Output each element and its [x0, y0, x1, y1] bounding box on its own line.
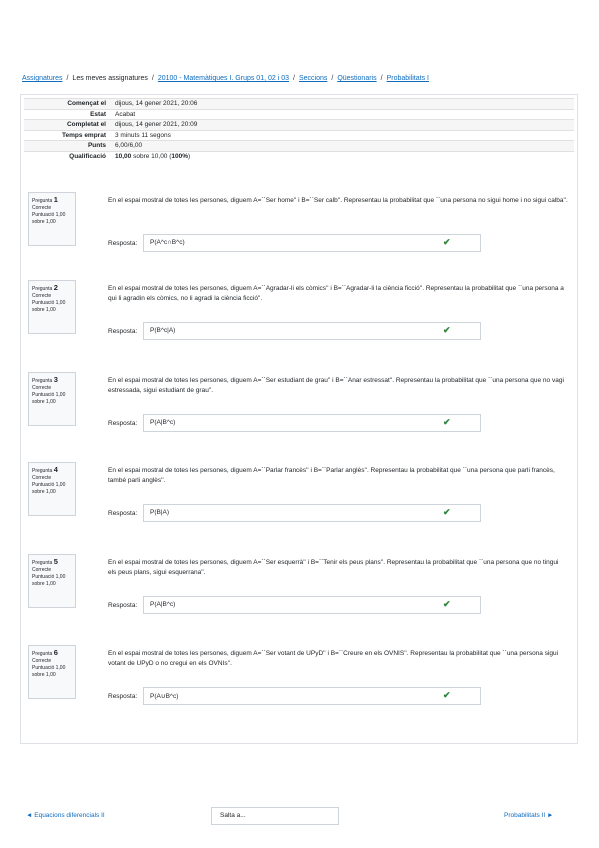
question-text: En el espai mostral de totes les persones, diguem A=``Ser esquerrà'' i B=``Tenir els peus plans''. Representau la probabilitat que ``una persona que no tingui els peus plans, sigui esquerrana''. — [108, 559, 559, 576]
summary-value: dijous, 14 gener 2021, 20:06 — [111, 99, 574, 110]
check-icon: ✔ — [443, 417, 451, 427]
question-info — [28, 645, 76, 699]
question-info — [28, 554, 76, 608]
question-score-line2: sobre 1,00 — [32, 399, 56, 405]
question-prefix: Pregunta — [32, 468, 53, 474]
summary-row — [24, 130, 574, 141]
question-status: Correcte — [32, 567, 52, 573]
grade-percent: 100% — [171, 153, 189, 160]
question-number: 2 — [53, 283, 58, 292]
question-text: En el espai mostral de totes les persones, diguem A=``Ser home'' i B=``Ser calb''. Representau la probabilitat que ``una persona no sigui home i no sigui calba''. — [108, 197, 568, 204]
check-icon: ✔ — [443, 325, 451, 335]
question-score-line2: sobre 1,00 — [32, 672, 56, 678]
check-icon: ✔ — [443, 237, 451, 247]
summary-label: Qualificació — [24, 151, 111, 162]
question-prefix: Pregunta — [32, 560, 53, 566]
summary-row — [24, 141, 574, 152]
breadcrumb-assignatures[interactable]: Assignatures — [22, 75, 63, 82]
question-info — [28, 192, 76, 246]
answer-field[interactable]: P(A∪B^c) — [143, 687, 481, 705]
question-score-line1: Puntuació 1,00 — [32, 665, 66, 671]
question-status: Correcte — [32, 658, 52, 664]
summary-label: Començat el — [24, 99, 111, 110]
question-number: 1 — [53, 195, 58, 204]
summary-label: Temps emprat — [24, 130, 111, 141]
question-text: En el espai mostral de totes les persones, diguem A=``Ser estudiant de grau'' i B=``Anar estressat''. Representau la probabilitat que ``una persona que no vagi estressada, sigui estudiant de grau''. — [108, 377, 564, 394]
breadcrumb-meves-assignatures: Les meves assignatures — [72, 75, 148, 82]
summary-row — [24, 109, 574, 120]
question-score-line2: sobre 1,00 — [32, 581, 56, 587]
response-label: Resposta: — [108, 420, 138, 427]
question-number: 3 — [53, 375, 58, 384]
breadcrumb-seccions[interactable]: Seccions — [298, 75, 328, 82]
question-score-line1: Puntuació 1,00 — [32, 574, 66, 580]
question-score-line1: Puntuació 1,00 — [32, 392, 66, 398]
question-prefix: Pregunta — [32, 378, 53, 384]
check-icon: ✔ — [443, 690, 451, 700]
question-status: Correcte — [32, 293, 52, 299]
answer-field[interactable]: P(A^c∩B^c) — [143, 234, 481, 252]
question-score-line1: Puntuació 1,00 — [32, 300, 66, 306]
question-number: 4 — [53, 465, 58, 474]
question-status: Correcte — [32, 475, 52, 481]
question-status: Correcte — [32, 385, 52, 391]
question-info — [28, 372, 76, 426]
summary-value: Acabat — [111, 109, 574, 120]
question-text: En el espai mostral de totes les persones, diguem A=``Agradar-li els còmics'' i B=``Agradar-li la ciència ficció''. Representau la probabilitat que ``una persona a qui li agradin els còmics, no li agradi la ciència ficció''. — [108, 285, 564, 302]
breadcrumb: Assignatures / Les meves assignatures / 20100 - Matemàtiques I. Grups 01, 02 i 03 / Seccions / Qüestionaris / Probabilitats I — [22, 75, 429, 82]
summary-label: Completat el — [24, 120, 111, 131]
question-number: 5 — [53, 557, 58, 566]
summary-label: Punts — [24, 141, 111, 152]
question-text: En el espai mostral de totes les persones, diguem A=``Parlar francès'' i B=``Parlar anglès''. Representau la probabilitat que ``una persona que parli francès, també parli anglès''. — [108, 467, 555, 484]
previous-activity-link[interactable]: ◄ Equacions diferencials II — [26, 812, 105, 819]
answer-field[interactable]: P(B^c|A) — [143, 322, 481, 340]
question-info — [28, 280, 76, 334]
answer-field[interactable]: P(A|B^c) — [143, 414, 481, 432]
question-status: Correcte — [32, 205, 52, 211]
question-score-line1: Puntuació 1,00 — [32, 212, 66, 218]
breadcrumb-probabilitats[interactable]: Probabilitats I — [386, 75, 429, 82]
response-label: Resposta: — [108, 602, 138, 609]
answer-field[interactable]: P(A|B^c) — [143, 596, 481, 614]
summary-row — [24, 120, 574, 131]
summary-row — [24, 99, 574, 110]
question-text: En el espai mostral de totes les persones, diguem A=``Ser votant de UPyD'' i B=``Creure en els OVNIS''. Representau la probabilitat que ``una persona sigui votant de UPyD o no cregui en els OVNIs''. — [108, 650, 559, 667]
grade-mid: sobre 10,00 ( — [131, 153, 172, 160]
question-score-line2: sobre 1,00 — [32, 219, 56, 225]
response-label: Resposta: — [108, 328, 138, 335]
response-label: Resposta: — [108, 510, 138, 517]
jump-to-select[interactable]: Salta a... — [211, 807, 339, 825]
answer-field[interactable]: P(B|A) — [143, 504, 481, 522]
question-prefix: Pregunta — [32, 198, 53, 204]
summary-value: 6,00/6,00 — [111, 141, 574, 152]
breadcrumb-questionaris[interactable]: Qüestionaris — [337, 75, 377, 82]
summary-value — [111, 151, 574, 162]
question-prefix: Pregunta — [32, 286, 53, 292]
breadcrumb-course[interactable]: 20100 - Matemàtiques I. Grups 01, 02 i 03 — [157, 75, 289, 82]
response-label: Resposta: — [108, 240, 138, 247]
question-score-line1: Puntuació 1,00 — [32, 482, 66, 488]
grade-end: ) — [188, 153, 191, 160]
check-icon: ✔ — [443, 599, 451, 609]
summary-row — [24, 151, 574, 162]
question-number: 6 — [53, 648, 58, 657]
summary-value: 3 minuts 11 segons — [111, 130, 574, 141]
question-score-line2: sobre 1,00 — [32, 307, 56, 313]
next-activity-link[interactable]: Probabilitats II ► — [504, 812, 554, 819]
question-score-line2: sobre 1,00 — [32, 489, 56, 495]
question-info — [28, 462, 76, 516]
summary-label: Estat — [24, 109, 111, 120]
attempt-summary-table — [24, 98, 574, 162]
question-prefix: Pregunta — [32, 651, 53, 657]
grade-value: 10,00 — [115, 153, 132, 160]
check-icon: ✔ — [443, 507, 451, 517]
summary-value: dijous, 14 gener 2021, 20:09 — [111, 120, 574, 131]
response-label: Resposta: — [108, 693, 138, 700]
